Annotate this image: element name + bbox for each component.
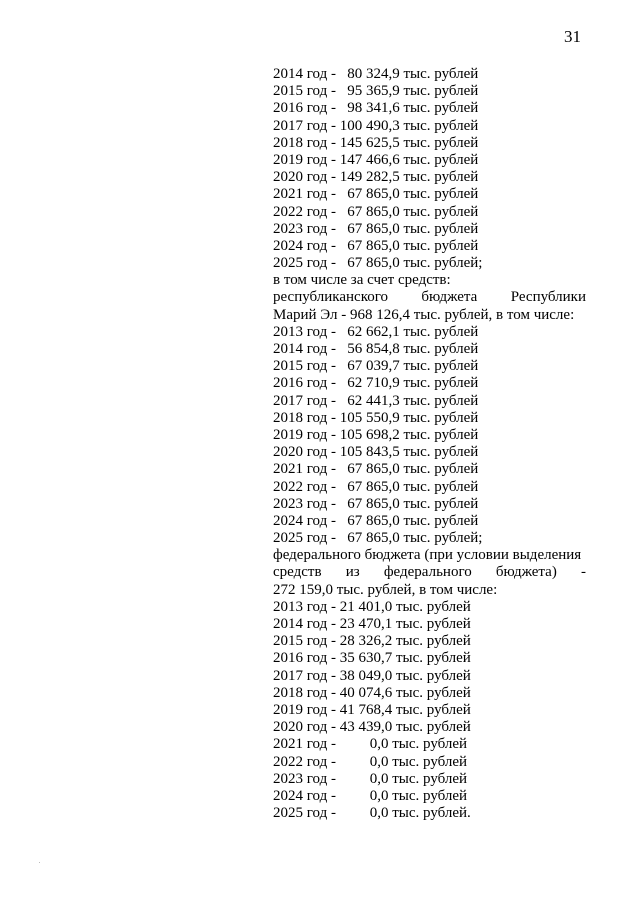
text-line: в том числе за счет средств: bbox=[273, 272, 451, 289]
text-line: 2014 год - 80 324,9 тыс. рублей bbox=[273, 66, 479, 82]
text-line: 2025 год - 67 865,0 тыс. рублей; bbox=[273, 255, 483, 272]
text-line: 2020 год - 105 843,5 тыс. рублей bbox=[273, 444, 479, 461]
text-line: 2021 год - 67 865,0 тыс. рублей bbox=[273, 186, 479, 203]
text-line: 2021 год - 0,0 тыс. рублей bbox=[273, 736, 468, 753]
text-line: федерального бюджета (при условии выделения bbox=[273, 547, 582, 564]
text-line: 2022 год - 0,0 тыс. рублей bbox=[273, 753, 468, 770]
text-line: средств из федерального бюджета) - bbox=[273, 564, 586, 581]
text-line: 2022 год - 67 865,0 тыс. рублей bbox=[273, 478, 479, 495]
text-line: 2025 год - 0,0 тыс. рублей. bbox=[273, 805, 471, 822]
text-line: 2024 год - 0,0 тыс. рублей bbox=[273, 787, 468, 804]
text-line: 2022 год - 67 865,0 тыс. рублей bbox=[273, 203, 479, 220]
text-line: 2025 год - 67 865,0 тыс. рублей; bbox=[273, 530, 483, 547]
text-line: 272 159,0 тыс. рублей, в том числе: bbox=[273, 581, 498, 598]
text-line: 2021 год - 67 865,0 тыс. рублей bbox=[273, 461, 479, 478]
text-line: 2019 год - 105 698,2 тыс. рублей bbox=[273, 426, 479, 443]
text-line: 2024 год - 67 865,0 тыс. рублей bbox=[273, 237, 479, 254]
text-line: 2017 год - 100 490,3 тыс. рублей bbox=[273, 117, 479, 134]
text-line: 2023 год - 0,0 тыс. рублей bbox=[273, 770, 468, 787]
text-line: 2020 год - 43 439,0 тыс. рублей bbox=[273, 719, 471, 736]
text-line: 2015 год - 95 365,9 тыс. рублей bbox=[273, 83, 479, 100]
funding-text-block bbox=[273, 66, 586, 822]
text-line: 2015 год - 67 039,7 тыс. рублей bbox=[273, 358, 479, 375]
text-line: 2019 год - 41 768,4 тыс. рублей bbox=[273, 701, 471, 718]
text-line: 2013 год - 62 662,1 тыс. рублей bbox=[273, 323, 479, 340]
text-line: 2016 год - 35 630,7 тыс. рублей bbox=[273, 650, 471, 667]
text-line: 2024 год - 67 865,0 тыс. рублей bbox=[273, 512, 479, 529]
text-line: 2019 год - 147 466,6 тыс. рублей bbox=[273, 151, 479, 168]
text-line: 2013 год - 21 401,0 тыс. рублей bbox=[273, 598, 471, 615]
text-line: 2015 год - 28 326,2 тыс. рублей bbox=[273, 633, 471, 650]
page-number: 31 bbox=[564, 27, 581, 46]
text-line: 2018 год - 145 625,5 тыс. рублей bbox=[273, 134, 479, 151]
text-line: 2016 год - 62 710,9 тыс. рублей bbox=[273, 375, 479, 392]
text-line: 2018 год - 40 074,6 тыс. рублей bbox=[273, 684, 471, 701]
text-line: Марий Эл - 968 126,4 тыс. рублей, в том числе: bbox=[273, 306, 575, 323]
text-line: 2023 год - 67 865,0 тыс. рублей bbox=[273, 220, 479, 237]
scan-speck bbox=[39, 862, 40, 863]
text-line: 2023 год - 67 865,0 тыс. рублей bbox=[273, 495, 479, 512]
text-line: 2020 год - 149 282,5 тыс. рублей bbox=[273, 169, 479, 186]
text-line: 2017 год - 62 441,3 тыс. рублей bbox=[273, 392, 479, 409]
text-line: 2014 год - 23 470,1 тыс. рублей bbox=[273, 616, 471, 632]
text-line: 2018 год - 105 550,9 тыс. рублей bbox=[273, 409, 479, 426]
text-line: республиканского бюджета Республики bbox=[273, 289, 586, 306]
text-line: 2016 год - 98 341,6 тыс. рублей bbox=[273, 100, 479, 117]
text-line: 2014 год - 56 854,8 тыс. рублей bbox=[273, 341, 479, 357]
text-line: 2017 год - 38 049,0 тыс. рублей bbox=[273, 667, 471, 684]
